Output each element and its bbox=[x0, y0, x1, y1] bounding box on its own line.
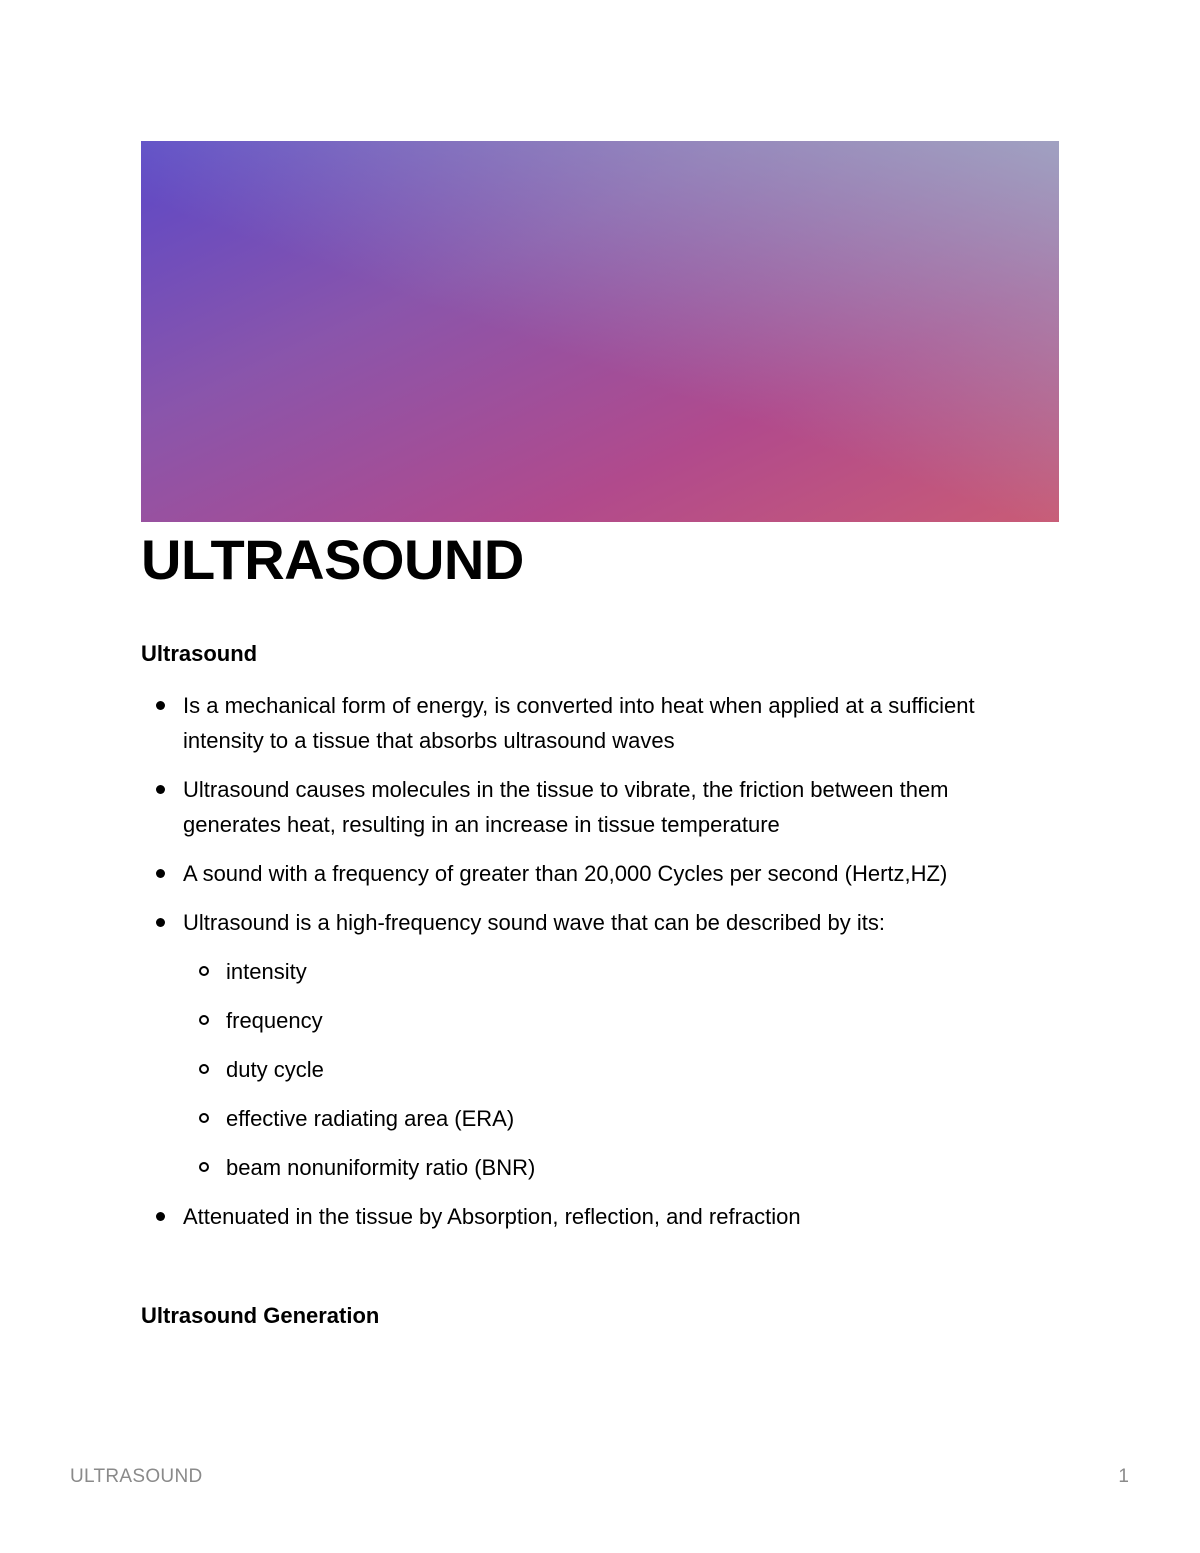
list-item: Is a mechanical form of energy, is converted into heat when applied at a sufficient intensity to a tissue that absorbs ultrasound waves bbox=[141, 688, 1041, 758]
cover-banner-image bbox=[141, 141, 1059, 522]
list-item: Attenuated in the tissue by Absorption, reflection, and refraction bbox=[141, 1199, 1041, 1234]
section-heading-ultrasound: Ultrasound bbox=[141, 641, 258, 666]
sub-list-item: duty cycle bbox=[183, 1052, 1041, 1087]
bullet-list bbox=[141, 688, 1041, 1248]
sub-list-item: effective radiating area (ERA) bbox=[183, 1101, 1041, 1136]
section-heading-ultrasound-generation: Ultrasound Generation bbox=[141, 1303, 380, 1328]
document-title: ULTRASOUND bbox=[141, 528, 524, 591]
sub-list-item: intensity bbox=[183, 954, 1041, 989]
sub-list-item: beam nonuniformity ratio (BNR) bbox=[183, 1150, 1041, 1185]
sub-list-item: frequency bbox=[183, 1003, 1041, 1038]
list-item-text: Ultrasound is a high-frequency sound wave that can be described by its: bbox=[183, 910, 885, 935]
list-item: Ultrasound causes molecules in the tissue to vibrate, the friction between them generates heat, resulting in an increase in tissue temperature bbox=[141, 772, 1041, 842]
sub-bullet-list bbox=[183, 954, 1041, 1185]
footer-page-number: 1 bbox=[1118, 1466, 1129, 1487]
list-item-with-sublist bbox=[141, 905, 1041, 1185]
list-item: A sound with a frequency of greater than 20,000 Cycles per second (Hertz,HZ) bbox=[141, 856, 1041, 891]
footer-document-name: ULTRASOUND bbox=[70, 1466, 203, 1487]
